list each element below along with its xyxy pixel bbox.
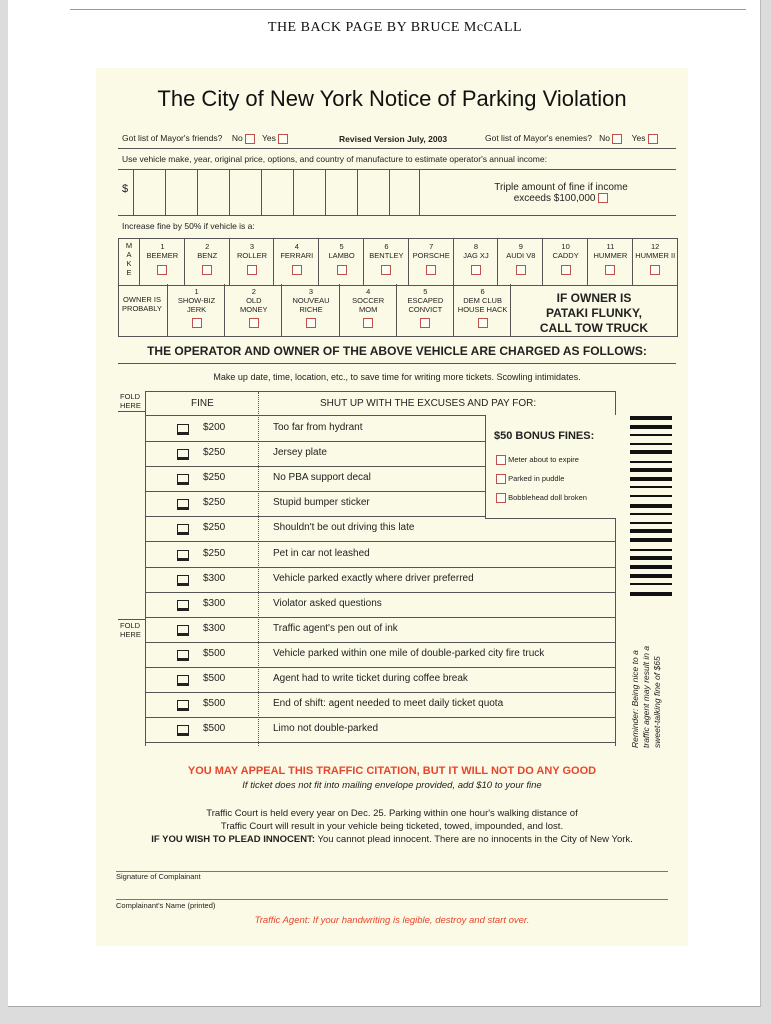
owner-line1: SHOW-BIZ (177, 296, 216, 305)
fine-row[interactable] (146, 642, 615, 668)
barcode-bar (630, 434, 672, 436)
fine-amount: $500 (203, 723, 226, 735)
fine-checkbox[interactable] (177, 600, 189, 611)
fine-reason: Vehicle parked within one mile of double-parked city fire truck (273, 647, 545, 659)
bonus-item: Parked in puddle (496, 474, 564, 484)
make-option[interactable] (363, 239, 409, 285)
make-checkbox[interactable] (202, 265, 212, 275)
fine-checkbox[interactable] (177, 449, 189, 460)
barcode-bar (630, 468, 672, 472)
makeup-note: Make up date, time, location, etc., to save time for writing more tickets. Scowling intimidates. (213, 372, 581, 382)
owner-checkbox[interactable] (478, 318, 488, 328)
owner-number: 6 (480, 287, 485, 296)
fine-amount: $500 (203, 673, 226, 684)
owner-checkbox[interactable] (306, 318, 316, 328)
bonus-title: $50 BONUS FINES: (494, 430, 595, 442)
fine-row[interactable] (146, 592, 615, 618)
make-option[interactable] (184, 239, 230, 285)
fine-amount: $250 (203, 547, 226, 559)
make-checkbox[interactable] (561, 265, 571, 275)
owner-line1: NOUVEAU (292, 296, 330, 305)
fine-amount: $500 (203, 647, 226, 659)
fine-checkbox[interactable] (177, 725, 189, 736)
barcode-bar (630, 450, 672, 454)
fine-amount: $200 (203, 422, 226, 433)
make-name: BEEMER (146, 251, 179, 260)
owner-option[interactable] (281, 284, 339, 336)
fine-row[interactable] (146, 567, 615, 593)
make-number: 2 (205, 242, 210, 251)
make-name: ROLLER (236, 251, 267, 260)
fine-reason: Violator asked questions (273, 597, 382, 609)
fine-reason: Vehicle parked exactly where driver preferred (273, 572, 474, 584)
fine-row[interactable] (146, 667, 615, 693)
owner-line2: MOM (359, 305, 378, 314)
barcode-bar (630, 461, 672, 463)
pataki-flunky-note: IF OWNER IS PATAKI FLUNKY, CALL TOW TRUCK (539, 291, 649, 335)
increase-fine-note: Increase fine by 50% if vehicle is a: (122, 221, 255, 231)
fold-here-top: FOLD HERE (120, 392, 141, 410)
enemies-yes-checkbox[interactable] (648, 134, 658, 144)
make-number: 9 (518, 242, 523, 251)
owner-number: 2 (251, 287, 256, 296)
owner-checkbox[interactable] (363, 318, 373, 328)
make-number: 11 (606, 242, 615, 251)
fine-checkbox[interactable] (177, 499, 189, 510)
make-number: 6 (384, 242, 389, 251)
make-name: LAMBO (328, 251, 355, 260)
appeal-warning: YOU MAY APPEAL THIS TRAFFIC CITATION, BUT IT WILL NOT DO ANY GOOD (187, 765, 597, 777)
owner-option[interactable] (339, 284, 397, 336)
fine-amount: $500 (203, 698, 226, 710)
make-label: M A K E (125, 241, 133, 277)
make-name: HUMMER II (635, 251, 676, 260)
make-option[interactable] (229, 239, 275, 285)
excuses-column-head: SHUT UP WITH THE EXCUSES AND PAY FOR: (320, 398, 537, 409)
barcode-bar (630, 495, 672, 497)
bonus-item: Meter about to expire (496, 455, 579, 465)
friends-question: Got list of Mayor's friends? No Yes (122, 133, 288, 144)
triple-fine-note: Triple amount of fine if income exceeds $100,000 (494, 182, 628, 204)
make-name: FERRARI (280, 251, 314, 260)
owner-line1: ESCAPED (407, 296, 444, 305)
owner-grid (118, 284, 678, 337)
fine-checkbox[interactable] (177, 625, 189, 636)
make-number: 12 (651, 242, 660, 251)
make-option[interactable] (587, 239, 633, 285)
enemies-no-checkbox[interactable] (612, 134, 622, 144)
bonus-checkbox[interactable] (496, 493, 506, 503)
fine-column-head: FINE (191, 398, 214, 409)
make-option[interactable] (632, 239, 678, 285)
barcode-bar (630, 443, 672, 445)
traffic-court-note: Traffic Court is held every year on Dec. 25. Parking within one hour's walking distance of Traffic Court will result in your vehicle being ticketed, towed, impounded, and lost. IF YOU WISH TO PLEAD INNOCENT: You cannot plead innocent. There are no innocents in the City of New York. (151, 808, 633, 845)
name-line[interactable] (116, 899, 668, 900)
owner-line1: OLD (246, 296, 262, 305)
make-option[interactable] (318, 239, 364, 285)
owner-option[interactable] (396, 284, 454, 336)
owner-checkbox[interactable] (192, 318, 202, 328)
owner-checkbox[interactable] (420, 318, 430, 328)
make-option[interactable] (273, 239, 319, 285)
bonus-checkbox[interactable] (496, 455, 506, 465)
make-number: 8 (473, 242, 479, 251)
fine-row[interactable] (146, 617, 615, 643)
agent-note: Traffic Agent: If your handwriting is legible, destroy and start over. (254, 915, 530, 926)
make-number: 7 (429, 242, 434, 251)
make-number: 5 (339, 242, 344, 251)
bonus-fines-box (485, 415, 616, 519)
owner-line2: RICHE (299, 305, 323, 314)
signature-label: Signature of Complainant (116, 872, 201, 881)
reminder-note: Reminder: Being nice to a traffic agent may result in a sweet-talking fine of $65 (630, 645, 662, 748)
friends-no-checkbox[interactable] (245, 134, 255, 144)
make-option[interactable] (497, 239, 543, 285)
fine-checkbox[interactable] (177, 424, 189, 435)
make-checkbox[interactable] (292, 265, 302, 275)
barcode-bar (630, 477, 672, 481)
fine-checkbox[interactable] (177, 700, 189, 711)
fine-row[interactable] (146, 717, 615, 743)
owner-option[interactable] (224, 284, 282, 336)
owner-line1: SOCCER (352, 296, 385, 305)
barcode-bar (630, 504, 672, 508)
make-name: HUMMER (593, 251, 628, 260)
make-grid (118, 238, 678, 286)
fines-header (146, 392, 615, 416)
barcode-bar (630, 522, 672, 524)
dollar-sign: $ (122, 183, 129, 195)
name-label: Complainant's Name (printed) (116, 901, 216, 910)
fine-checkbox[interactable] (177, 575, 189, 586)
owner-line2: CONVICT (408, 305, 443, 314)
barcode-bar (630, 486, 672, 488)
owner-number: 4 (366, 287, 371, 296)
ticket-title: The City of New York Notice of Parking Violation (157, 86, 627, 111)
barcode-bar (630, 425, 672, 429)
fine-checkbox[interactable] (177, 550, 189, 561)
fine-amount: $300 (203, 597, 226, 609)
envelope-note: If ticket does not fit into mailing envelope provided, add $10 to your fine (242, 780, 542, 791)
running-head: THE BACK PAGE BY BRUCE McCALL (267, 20, 523, 35)
fine-row[interactable] (146, 516, 615, 542)
owner-option[interactable] (167, 284, 225, 336)
make-number: 1 (160, 242, 165, 251)
fine-reason: Limo not double-parked (273, 723, 379, 735)
triple-fine-checkbox[interactable] (598, 193, 608, 203)
fine-amount: $250 (203, 522, 226, 534)
owner-line2: HOUSE HACK (457, 305, 508, 314)
make-name: PORSCHE (412, 251, 450, 260)
charged-heading: THE OPERATOR AND OWNER OF THE ABOVE VEHICLE ARE CHARGED AS FOLLOWS: (147, 344, 647, 358)
fine-row[interactable] (146, 542, 615, 568)
revised-version: Revised Version July, 2003 (339, 134, 448, 144)
owner-number: 3 (308, 287, 314, 296)
make-checkbox[interactable] (247, 265, 257, 275)
estimate-instructions: Use vehicle make, year, original price, options, and country of manufacture to estimate operator's annual income: (122, 154, 547, 164)
make-checkbox[interactable] (650, 265, 660, 275)
make-checkbox[interactable] (337, 265, 347, 275)
make-number: 3 (249, 242, 255, 251)
fine-reason: Shouldn't be out driving this late (273, 522, 415, 534)
barcode-bar (630, 529, 672, 533)
fine-reason: Too far from hydrant (273, 422, 363, 433)
owner-option[interactable] (453, 284, 511, 336)
bonus-checkbox[interactable] (496, 474, 506, 484)
owner-label: OWNER IS PROBABLY (122, 295, 162, 313)
make-number: 4 (294, 242, 299, 251)
bonus-item: Bobblehead doll broken (496, 493, 587, 503)
fine-row[interactable] (146, 692, 615, 718)
fine-checkbox[interactable] (177, 650, 189, 661)
top-rule (70, 9, 746, 10)
make-name: CADDY (552, 251, 579, 260)
make-checkbox[interactable] (381, 265, 391, 275)
fine-amount: $250 (203, 447, 226, 459)
fine-checkbox[interactable] (177, 474, 189, 485)
fine-reason: Stupid bumper sticker (273, 497, 370, 509)
barcode-bar (630, 513, 672, 515)
fine-amount: $250 (203, 497, 226, 509)
fine-reason: Traffic agent's pen out of ink (273, 622, 398, 634)
make-name: AUDI V8 (506, 251, 536, 260)
make-option[interactable] (139, 239, 185, 285)
make-checkbox[interactable] (605, 265, 615, 275)
friends-yes-checkbox[interactable] (278, 134, 288, 144)
fold-here-bottom: FOLD HERE (120, 621, 141, 639)
owner-number: 1 (194, 287, 199, 296)
fine-checkbox[interactable] (177, 675, 189, 686)
income-digit-boxes[interactable] (133, 170, 419, 215)
fine-amount: $300 (203, 622, 226, 634)
fines-table (145, 391, 616, 746)
barcode-bar (630, 538, 672, 542)
make-option[interactable] (453, 239, 499, 285)
owner-line2: MONEY (240, 305, 268, 314)
owner-line1: DEM CLUB (463, 296, 502, 305)
fine-amount: $300 (203, 572, 226, 584)
make-name: BENZ (197, 251, 218, 260)
make-number: 10 (561, 242, 570, 251)
enemies-question: Got list of Mayor's enemies? No Yes (485, 133, 658, 144)
fine-checkbox[interactable] (177, 524, 189, 535)
fine-reason: End of shift: agent needed to meet daily ticket quota (273, 698, 504, 710)
make-checkbox[interactable] (426, 265, 436, 275)
owner-checkbox[interactable] (249, 318, 259, 328)
make-name: JAG XJ (463, 251, 489, 260)
parking-ticket (96, 68, 688, 946)
make-checkbox[interactable] (516, 265, 526, 275)
barcode-bar (630, 416, 672, 420)
make-option[interactable] (408, 239, 454, 285)
fine-amount: $250 (203, 472, 226, 484)
signature-line[interactable] (116, 871, 668, 872)
make-name: BENTLEY (369, 251, 404, 260)
owner-number: 5 (423, 287, 428, 296)
make-option[interactable] (542, 239, 588, 285)
fine-reason: Agent had to write ticket during coffee break (273, 673, 468, 684)
owner-line2: JERK (187, 305, 207, 314)
fine-reason: No PBA support decal (273, 472, 371, 484)
fine-reason: Jersey plate (273, 447, 327, 459)
make-checkbox[interactable] (157, 265, 167, 275)
fine-reason: Pet in car not leashed (273, 547, 370, 559)
make-checkbox[interactable] (471, 265, 481, 275)
